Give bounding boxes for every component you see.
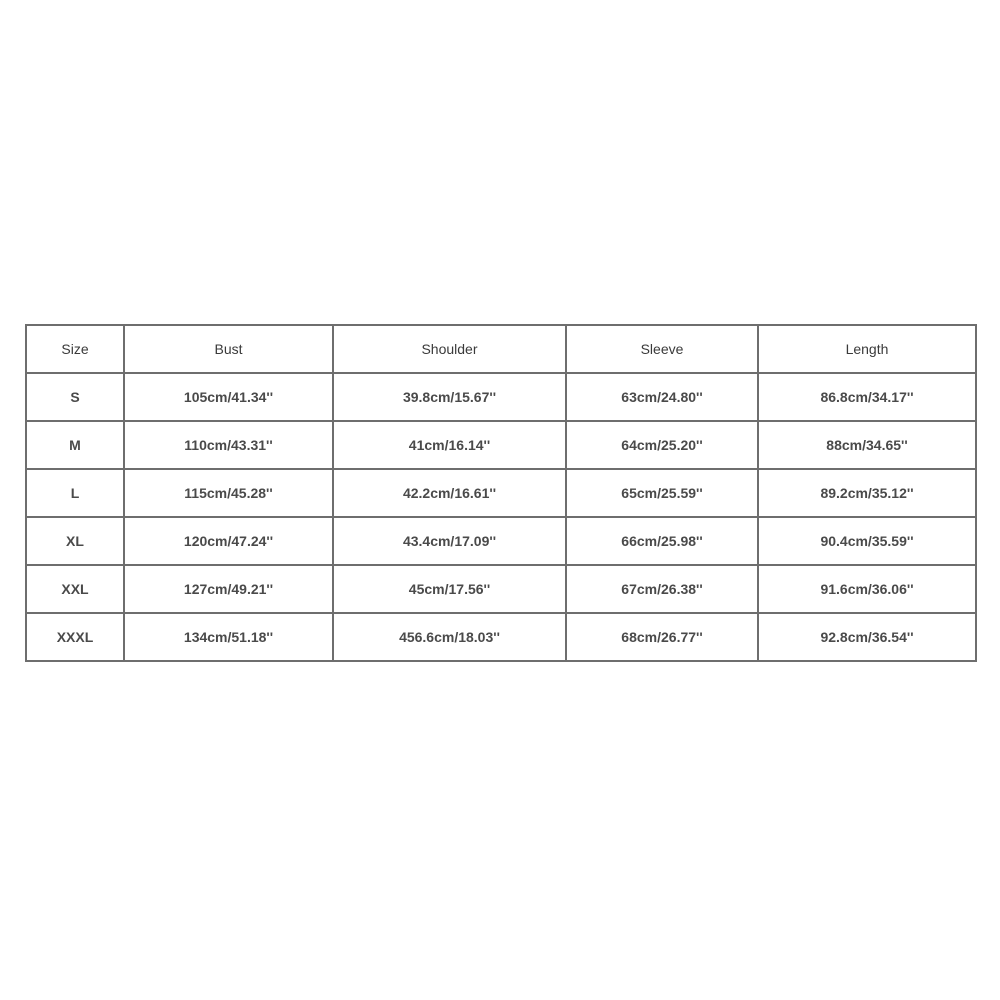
cell-bust: 134cm/51.18'' bbox=[124, 613, 333, 661]
cell-size: L bbox=[26, 469, 124, 517]
cell-sleeve: 63cm/24.80'' bbox=[566, 373, 758, 421]
cell-bust: 110cm/43.31'' bbox=[124, 421, 333, 469]
table-row bbox=[26, 517, 976, 565]
cell-sleeve: 65cm/25.59'' bbox=[566, 469, 758, 517]
header-shoulder: Shoulder bbox=[333, 325, 566, 373]
header-row bbox=[26, 325, 976, 373]
cell-length: 89.2cm/35.12'' bbox=[758, 469, 976, 517]
cell-sleeve: 68cm/26.77'' bbox=[566, 613, 758, 661]
header-length: Length bbox=[758, 325, 976, 373]
cell-length: 90.4cm/35.59'' bbox=[758, 517, 976, 565]
size-chart-table bbox=[25, 324, 977, 662]
cell-bust: 120cm/47.24'' bbox=[124, 517, 333, 565]
cell-length: 86.8cm/34.17'' bbox=[758, 373, 976, 421]
cell-length: 91.6cm/36.06'' bbox=[758, 565, 976, 613]
table-row bbox=[26, 421, 976, 469]
size-chart-body bbox=[26, 373, 976, 661]
cell-size: M bbox=[26, 421, 124, 469]
cell-length: 88cm/34.65'' bbox=[758, 421, 976, 469]
table-row bbox=[26, 373, 976, 421]
cell-size: XXXL bbox=[26, 613, 124, 661]
size-chart-header bbox=[26, 325, 976, 373]
cell-size: XL bbox=[26, 517, 124, 565]
cell-sleeve: 66cm/25.98'' bbox=[566, 517, 758, 565]
table-row bbox=[26, 565, 976, 613]
header-size: Size bbox=[26, 325, 124, 373]
cell-size: S bbox=[26, 373, 124, 421]
cell-shoulder: 456.6cm/18.03'' bbox=[333, 613, 566, 661]
cell-sleeve: 64cm/25.20'' bbox=[566, 421, 758, 469]
table-row bbox=[26, 613, 976, 661]
cell-bust: 105cm/41.34'' bbox=[124, 373, 333, 421]
cell-length: 92.8cm/36.54'' bbox=[758, 613, 976, 661]
cell-sleeve: 67cm/26.38'' bbox=[566, 565, 758, 613]
cell-shoulder: 43.4cm/17.09'' bbox=[333, 517, 566, 565]
cell-shoulder: 42.2cm/16.61'' bbox=[333, 469, 566, 517]
cell-bust: 127cm/49.21'' bbox=[124, 565, 333, 613]
cell-shoulder: 39.8cm/15.67'' bbox=[333, 373, 566, 421]
cell-bust: 115cm/45.28'' bbox=[124, 469, 333, 517]
cell-size: XXL bbox=[26, 565, 124, 613]
cell-shoulder: 41cm/16.14'' bbox=[333, 421, 566, 469]
table-row bbox=[26, 469, 976, 517]
cell-shoulder: 45cm/17.56'' bbox=[333, 565, 566, 613]
header-bust: Bust bbox=[124, 325, 333, 373]
header-sleeve: Sleeve bbox=[566, 325, 758, 373]
